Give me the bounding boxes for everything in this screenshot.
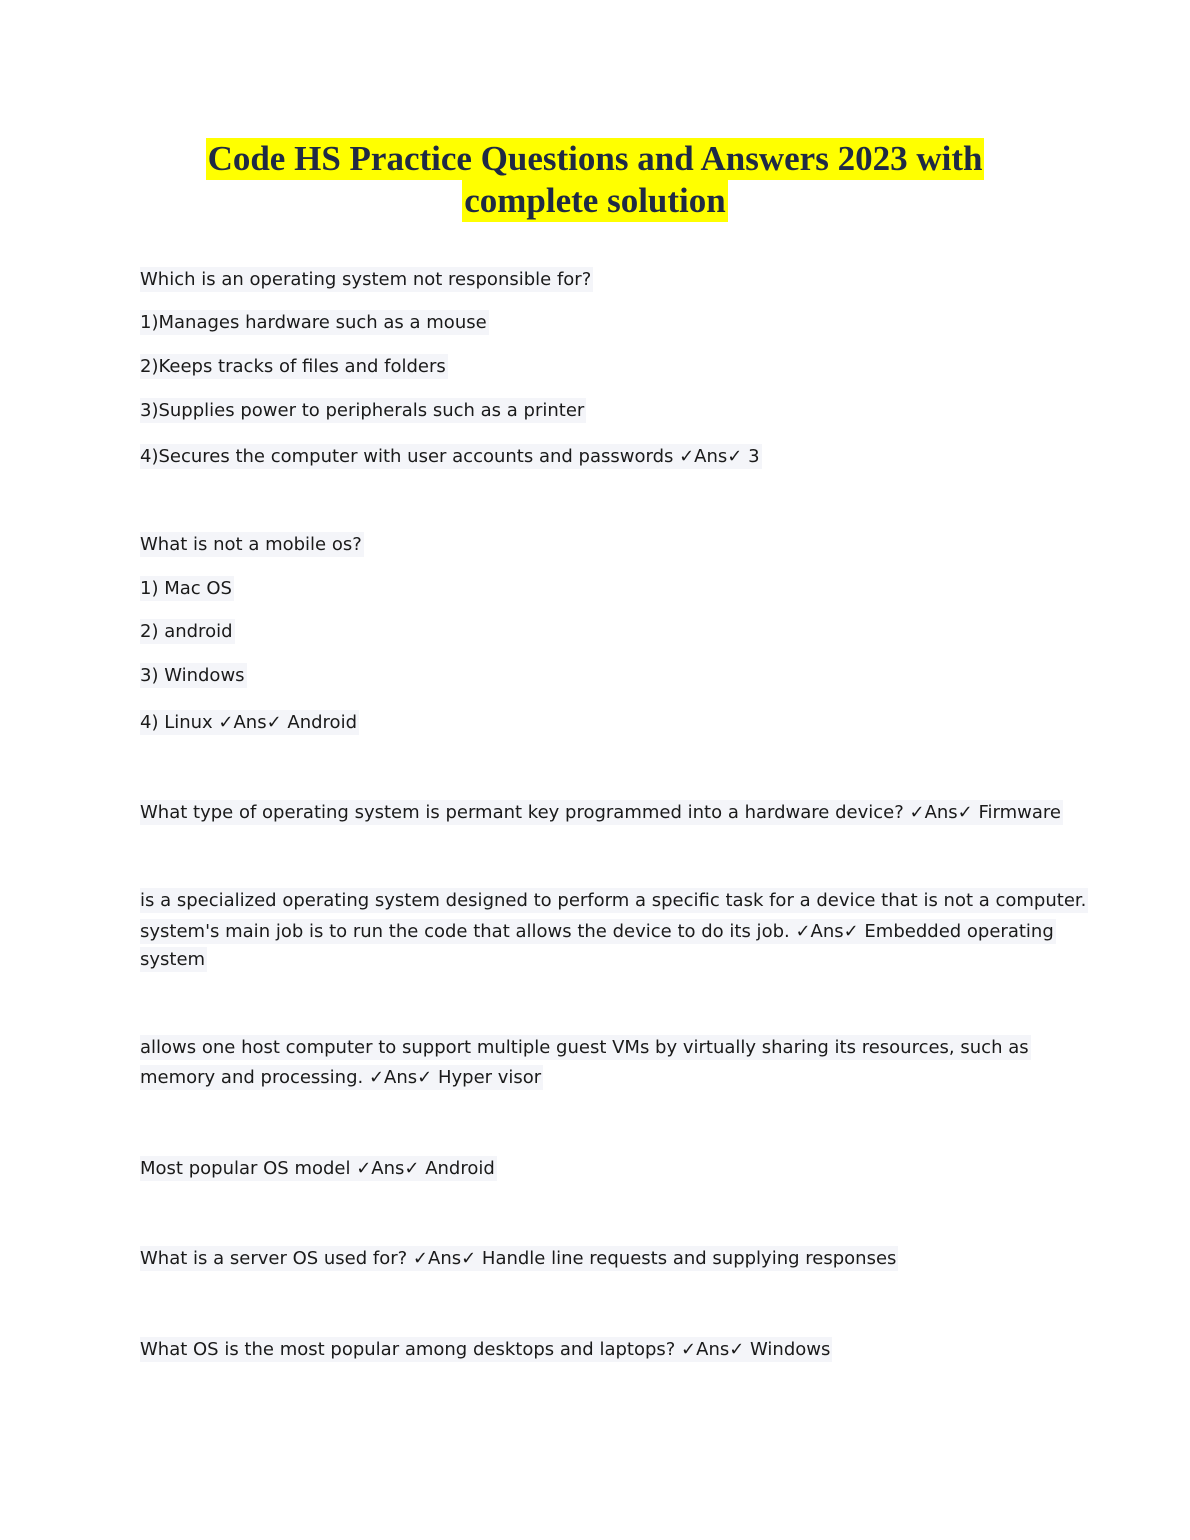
q2-option-2: 2) android <box>140 621 233 642</box>
q1-option-1: 1)Manages hardware such as a mouse <box>140 312 487 333</box>
q4-line-1: is a specialized operating system designed to perform a specific task for a device that is not a computer. <box>140 890 1087 911</box>
q6-question-answer: Most popular OS model ✓Ans✓ Android <box>140 1158 495 1179</box>
q8-question-answer: What OS is the most popular among desktops and laptops? ✓Ans✓ Windows <box>140 1339 831 1360</box>
q2-option-4-answer: 4) Linux ✓Ans✓ Android <box>140 712 357 733</box>
title-line-2: complete solution <box>464 181 726 220</box>
q2-question: What is not a mobile os? <box>140 534 362 555</box>
q1-option-2: 2)Keeps tracks of files and folders <box>140 356 446 377</box>
document-title <box>0 138 1190 222</box>
q5-line-2: memory and processing. ✓Ans✓ Hyper visor <box>140 1067 542 1088</box>
q7-question-answer: What is a server OS used for? ✓Ans✓ Handle line requests and supplying responses <box>140 1248 897 1269</box>
q4-line-2: system's main job is to run the code that allows the device to do its job. ✓Ans✓ Embedded operating <box>140 921 1054 942</box>
q4-line-3: system <box>140 949 206 970</box>
q2-option-3: 3) Windows <box>140 665 245 686</box>
q5-line-1: allows one host computer to support multiple guest VMs by virtually sharing its resources, such as <box>140 1037 1029 1058</box>
q2-option-1: 1) Mac OS <box>140 578 232 599</box>
q1-option-4-answer: 4)Secures the computer with user accounts and passwords ✓Ans✓ 3 <box>140 446 760 467</box>
q1-question: Which is an operating system not responsible for? <box>140 269 592 290</box>
title-line-1: Code HS Practice Questions and Answers 2023 with <box>207 139 983 178</box>
q3-question-answer: What type of operating system is permant key programmed into a hardware device? ✓Ans✓ Firmware <box>140 802 1061 823</box>
q1-option-3: 3)Supplies power to peripherals such as a printer <box>140 400 585 421</box>
